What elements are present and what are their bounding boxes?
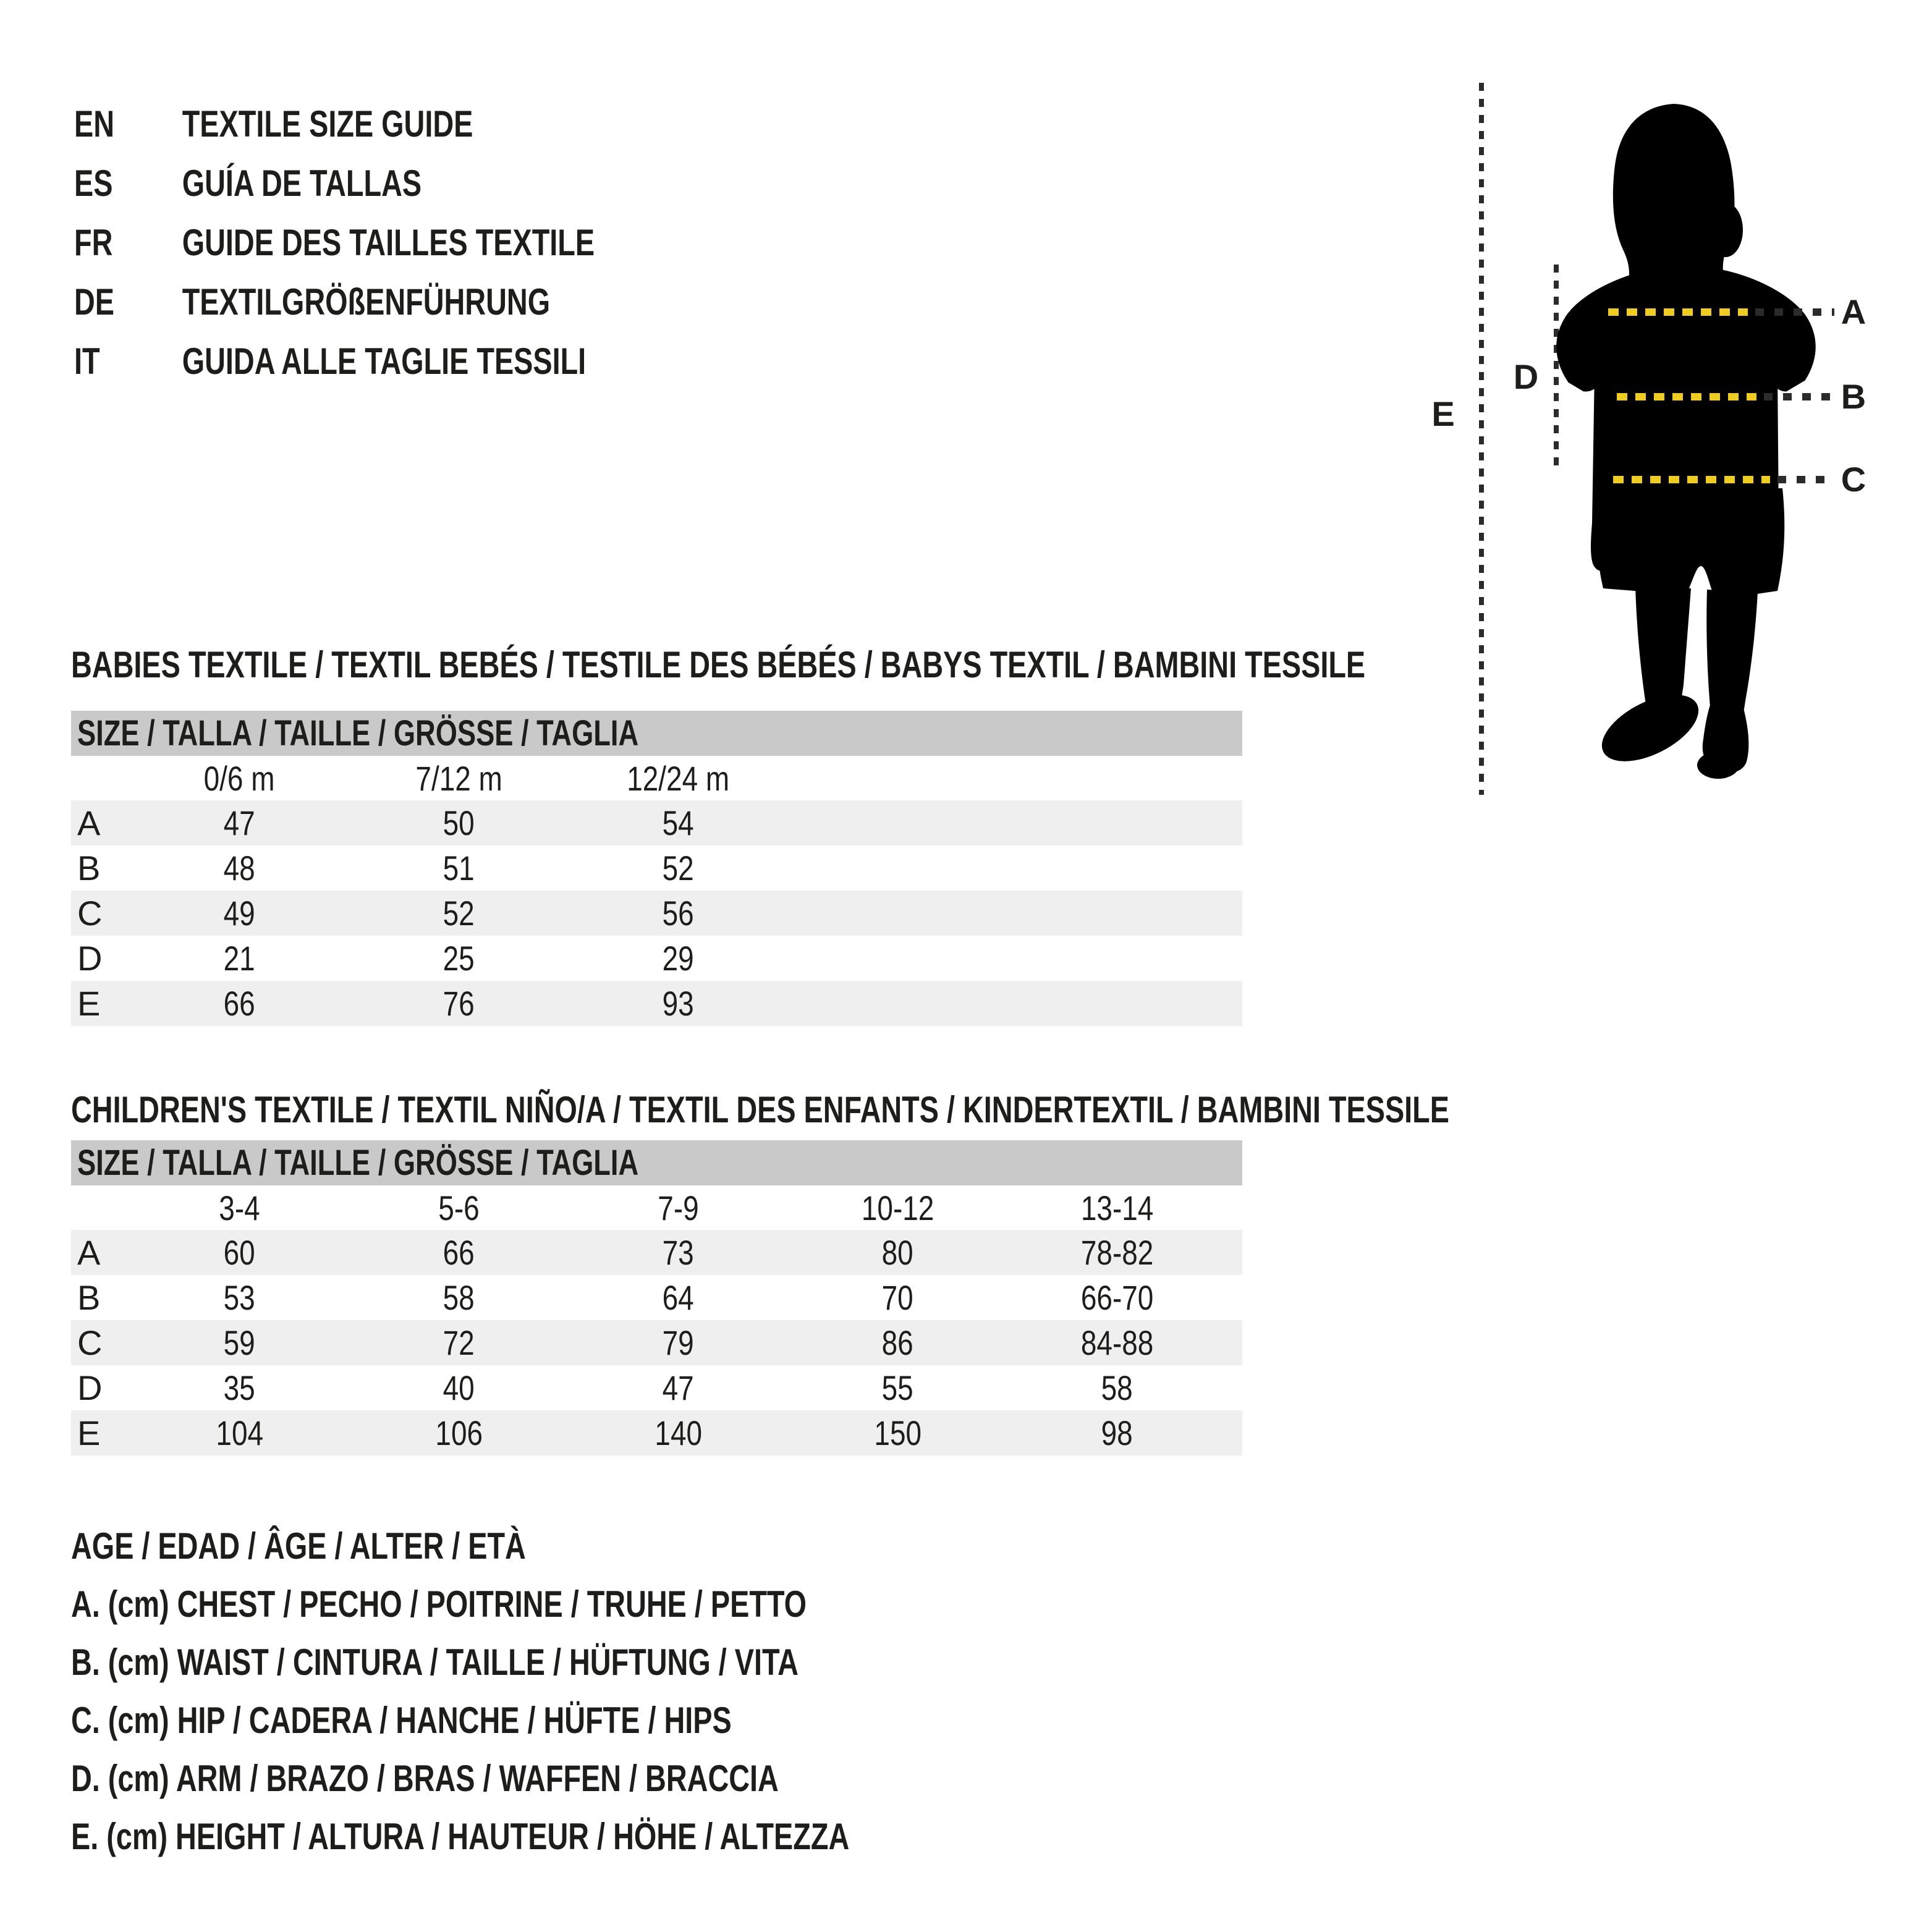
language-row [74, 272, 595, 331]
measure-label-a: A [1841, 292, 1866, 331]
table-row [71, 1365, 1242, 1410]
row-label: D [77, 1368, 103, 1407]
language-row [74, 94, 595, 153]
size-value: 66-70 [1080, 1278, 1154, 1317]
legend-line-age: AGE / EDAD / ÂGE / ALTER / ETÀ [71, 1525, 526, 1567]
guide-title: GUIDE DES TAILLES TEXTILE [182, 221, 595, 263]
size-value: 86 [881, 1323, 914, 1362]
size-header-label: SIZE / TALLA / TAILLE / GRÖSSE / TAGLIA [77, 1143, 639, 1183]
size-value: 66 [223, 984, 256, 1023]
size-value: 50 [443, 803, 475, 842]
table-row [71, 800, 1242, 845]
table-row [71, 1320, 1242, 1365]
size-value: 78-82 [1080, 1233, 1154, 1272]
column-header: 7/12 m [415, 758, 502, 798]
column-header: 0/6 m [204, 758, 275, 798]
size-value: 21 [223, 939, 256, 978]
size-value: 25 [443, 939, 475, 978]
row-label: C [77, 1323, 103, 1362]
size-value: 47 [662, 1368, 695, 1407]
size-value: 80 [881, 1233, 914, 1272]
guide-title: GUÍA DE TALLAS [182, 162, 422, 204]
size-value: 150 [874, 1413, 922, 1452]
guide-title: TEXTILE SIZE GUIDE [182, 103, 473, 145]
size-value: 58 [1101, 1368, 1133, 1407]
size-value: 104 [216, 1413, 263, 1452]
size-value: 52 [443, 894, 475, 933]
language-row [74, 213, 595, 272]
column-header: 3-4 [219, 1188, 260, 1227]
child-silhouette [1556, 104, 1816, 779]
table-row [71, 936, 1242, 981]
column-header: 13-14 [1080, 1188, 1154, 1227]
language-code: IT [74, 340, 100, 382]
size-value: 56 [662, 894, 695, 933]
row-label: D [77, 939, 103, 978]
size-value: 49 [223, 894, 256, 933]
column-header: 10-12 [861, 1188, 934, 1227]
guide-title: GUIDA ALLE TAGLIE TESSILI [182, 340, 587, 382]
legend-line-height: E. (cm) HEIGHT / ALTURA / HAUTEUR / HÖHE / ALTEZZA [71, 1816, 850, 1857]
size-value: 58 [443, 1278, 475, 1317]
measurement-legend [71, 1517, 1069, 1866]
size-header-bar [71, 711, 1242, 756]
table-row [71, 1275, 1242, 1320]
size-value: 106 [435, 1413, 483, 1452]
row-label: A [77, 803, 101, 842]
row-label: E [77, 984, 101, 1023]
size-value: 72 [443, 1323, 475, 1362]
size-value: 73 [662, 1233, 695, 1272]
row-label: C [77, 894, 103, 933]
size-value: 76 [443, 984, 475, 1023]
measure-label-c: C [1841, 460, 1866, 499]
size-value: 51 [443, 849, 475, 888]
legend-line-arm: D. (cm) ARM / BRAZO / BRAS / WAFFEN / BRACCIA [71, 1758, 779, 1799]
size-value: 59 [223, 1323, 256, 1362]
language-code: EN [74, 103, 115, 145]
size-value: 48 [223, 849, 256, 888]
size-value: 35 [223, 1368, 256, 1407]
column-header-row [71, 756, 1242, 800]
language-code: DE [74, 281, 115, 323]
column-header: 12/24 m [627, 758, 730, 798]
row-label: E [77, 1413, 101, 1452]
language-row [74, 153, 595, 213]
size-value: 29 [662, 939, 695, 978]
language-title-list [74, 94, 742, 391]
size-value: 47 [223, 803, 256, 842]
measure-label-e: E [1431, 394, 1455, 433]
size-value: 53 [223, 1278, 256, 1317]
size-value: 84-88 [1080, 1323, 1154, 1362]
size-value: 54 [662, 803, 695, 842]
table-row [71, 845, 1242, 891]
size-value: 64 [662, 1278, 695, 1317]
size-value: 98 [1101, 1413, 1133, 1452]
size-value: 93 [662, 984, 695, 1023]
size-value: 70 [881, 1278, 914, 1317]
table-row [71, 1410, 1242, 1455]
children-size-table [71, 1140, 1242, 1455]
legend-line-hip: C. (cm) HIP / CADERA / HANCHE / HÜFTE / HIPS [71, 1700, 732, 1741]
language-code: FR [74, 221, 113, 263]
table-row [71, 891, 1242, 936]
legend-line-waist: B. (cm) WAIST / CINTURA / TAILLE / HÜFTUNG / VITA [71, 1642, 799, 1683]
table-row [71, 981, 1242, 1026]
children-section-title: CHILDREN'S TEXTILE / TEXTIL NIÑO/A / TEXTIL DES ENFANTS / KINDERTEXTIL / BAMBINI TESSILE [71, 1089, 1449, 1130]
measurement-figure [1409, 62, 1932, 803]
size-value: 140 [655, 1413, 702, 1452]
column-header: 7-9 [658, 1188, 699, 1227]
row-label: B [77, 1278, 101, 1317]
measure-label-d: D [1513, 357, 1539, 396]
column-header-row [71, 1185, 1242, 1230]
size-value: 66 [443, 1233, 475, 1272]
babies-size-table [71, 711, 1242, 1026]
child-silhouette-diagram [1409, 62, 1932, 803]
row-label: A [77, 1233, 101, 1272]
language-code: ES [74, 162, 113, 204]
legend-line-chest: A. (cm) CHEST / PECHO / POITRINE / TRUHE / PETTO [71, 1583, 807, 1625]
babies-section-title: BABIES TEXTILE / TEXTIL BEBÉS / TESTILE DES BÉBÉS / BABYS TEXTIL / BAMBINI TESSILE [71, 644, 1366, 685]
size-value: 40 [443, 1368, 475, 1407]
size-value: 79 [662, 1323, 695, 1362]
size-value: 55 [881, 1368, 914, 1407]
size-header-label: SIZE / TALLA / TAILLE / GRÖSSE / TAGLIA [77, 713, 639, 753]
table-row [71, 1230, 1242, 1275]
size-header-bar [71, 1140, 1242, 1185]
column-header: 5-6 [438, 1188, 480, 1227]
row-label: B [77, 849, 101, 888]
size-value: 52 [662, 849, 695, 888]
size-value: 60 [223, 1233, 256, 1272]
measure-label-b: B [1841, 377, 1866, 416]
language-row [74, 331, 595, 391]
guide-title: TEXTILGRÖßENFÜHRUNG [182, 281, 551, 323]
